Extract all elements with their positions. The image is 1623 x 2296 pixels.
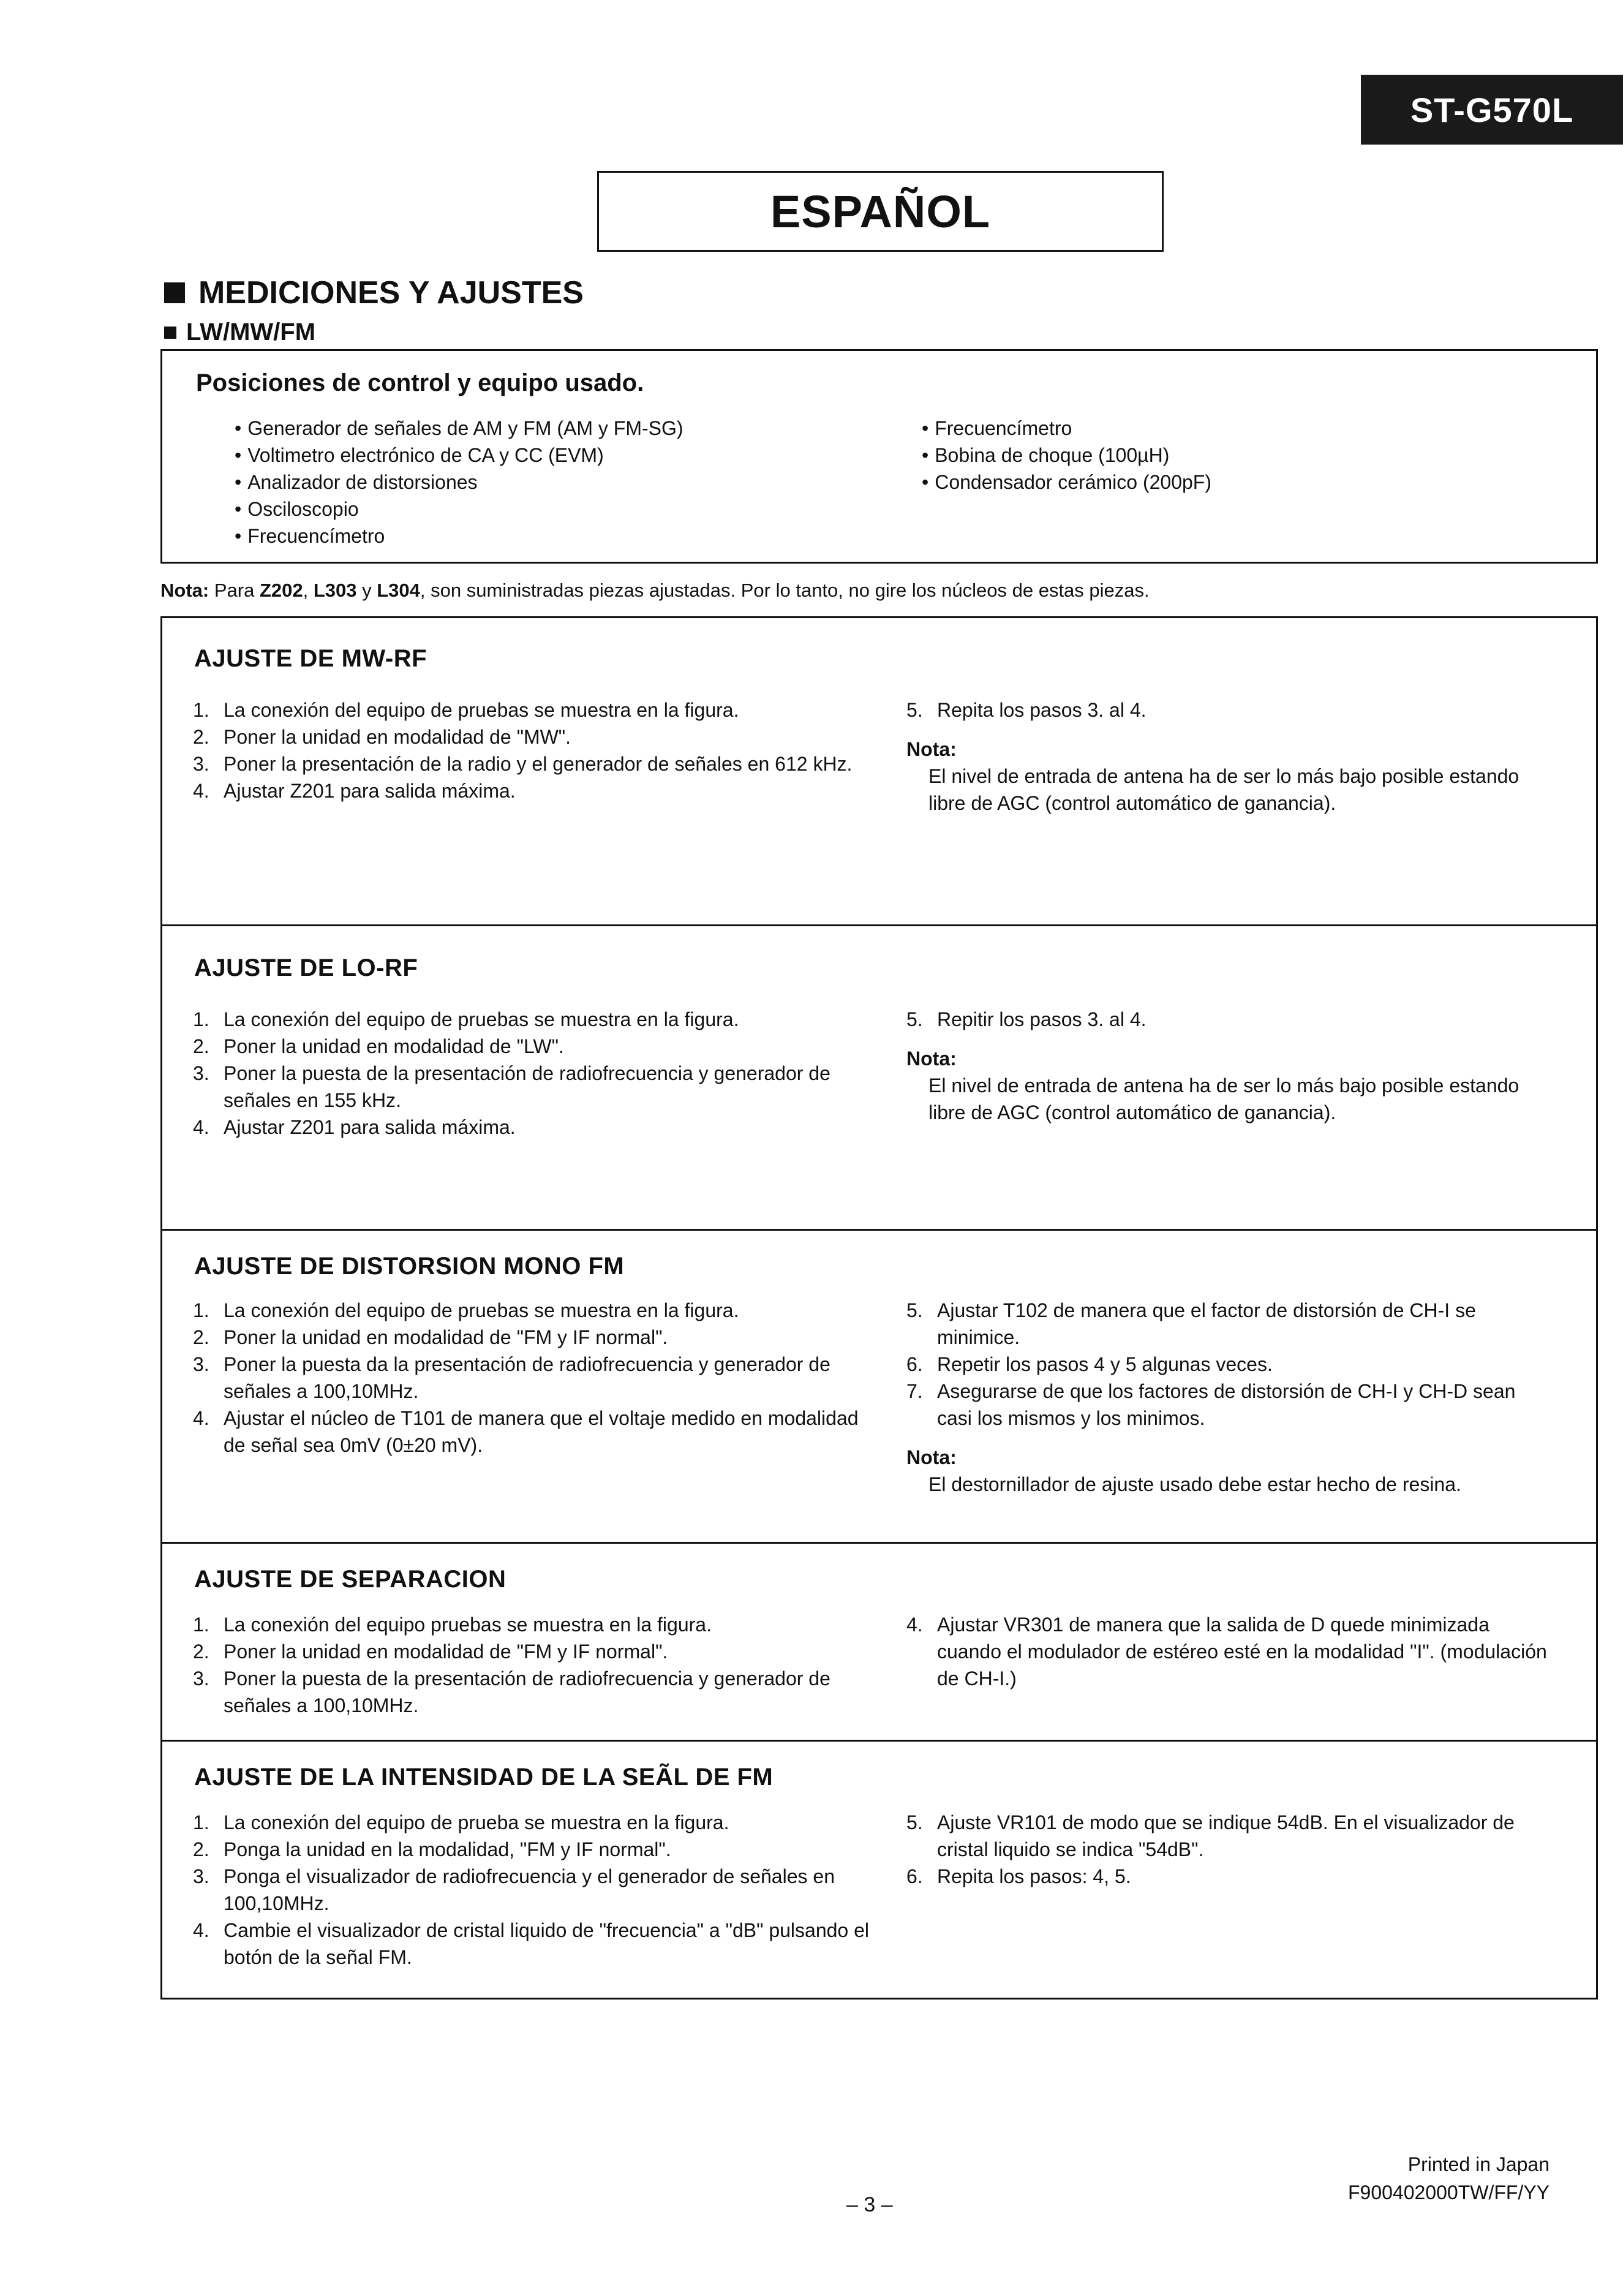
note-block xyxy=(906,1045,1556,1126)
step-item xyxy=(193,1638,873,1665)
general-note-text: , son suministradas piezas ajustadas. Por lo tanto, no gire los núcleos de estas piezas. xyxy=(420,580,1150,601)
separacion-steps-right xyxy=(906,1611,1556,1692)
step-number: 1. xyxy=(193,1614,209,1636)
part-z202: Z202 xyxy=(259,580,303,601)
step-item xyxy=(193,1324,873,1351)
part-l303: L303 xyxy=(313,580,357,601)
step-text: Repita los pasos: 4, 5. xyxy=(937,1865,1131,1887)
equipment-list-right xyxy=(922,415,1211,496)
bullet-square-icon xyxy=(164,282,185,303)
equipment-list-left xyxy=(235,415,683,549)
lo-rf-steps-left xyxy=(193,1006,873,1141)
step-item xyxy=(906,1378,1556,1432)
document-code: F900402000TW/FF/YY xyxy=(1347,2181,1550,2203)
equipment-item: • Analizador de distorsiones xyxy=(235,469,683,496)
step-item xyxy=(906,697,1556,723)
intensidad-box xyxy=(160,1740,1598,2000)
step-number: 4. xyxy=(193,1407,209,1429)
note-text: El destornillador de ajuste usado debe estar hecho de resina. xyxy=(928,1473,1461,1495)
step-text: La conexión del equipo pruebas se muestra en la figura. xyxy=(224,1614,712,1636)
step-number: 3. xyxy=(193,753,209,775)
step-item xyxy=(193,1405,873,1459)
step-text: Ajustar VR301 de manera que la salida de D quede minimizada cuando el modulador de estéreo esté en la modalidad "I". (modulación de CH-I.) xyxy=(937,1614,1547,1690)
note-label: Nota: xyxy=(906,1048,957,1070)
mono-fm-steps-left xyxy=(193,1297,873,1459)
step-text: Poner la unidad en modalidad de "LW". xyxy=(224,1035,564,1057)
step-item xyxy=(193,1863,873,1917)
note-label: Nota: xyxy=(906,738,957,760)
printed-label: Printed in Japan xyxy=(1407,2153,1550,2175)
bullet-square-icon xyxy=(164,327,176,339)
step-number: 7. xyxy=(906,1380,923,1402)
note-block xyxy=(906,736,1556,817)
step-text: La conexión del equipo de pruebas se muestra en la figura. xyxy=(224,1299,739,1321)
equipment-item: • Osciloscopio xyxy=(235,496,683,523)
step-text: Asegurarse de que los factores de distorsión de CH-I y CH-D sean casi los mismos y los minimos. xyxy=(937,1380,1516,1429)
step-item xyxy=(906,1351,1556,1378)
note-block xyxy=(906,1444,1556,1498)
step-number: 2. xyxy=(193,726,209,748)
step-number: 1. xyxy=(193,699,209,721)
step-text: Ponga el visualizador de radiofrecuencia y el generador de señales en 100,10MHz. xyxy=(224,1865,835,1914)
step-number: 5. xyxy=(906,1008,923,1030)
equipment-item: • Frecuencímetro xyxy=(235,523,683,549)
step-number: 5. xyxy=(906,1811,923,1833)
equipment-item: • Generador de señales de AM y FM (AM y FM-SG) xyxy=(235,415,683,442)
part-l304: L304 xyxy=(377,580,420,601)
note-text: El nivel de entrada de antena ha de ser lo más bajo posible estando libre de AGC (control automático de ganancia). xyxy=(928,765,1519,814)
mono-fm-title: AJUSTE DE DISTORSION MONO FM xyxy=(194,1253,625,1280)
step-text: La conexión del equipo de pruebas se muestra en la figura. xyxy=(224,1008,739,1030)
equipment-title: Posiciones de control y equipo usado. xyxy=(196,369,644,396)
mw-rf-steps-right xyxy=(906,697,1556,817)
equipment-item: • Voltimetro electrónico de CA y CC (EVM) xyxy=(235,442,683,469)
step-item xyxy=(193,1665,873,1719)
section-title xyxy=(164,274,584,311)
step-item xyxy=(193,1060,873,1114)
step-number: 5. xyxy=(906,699,923,721)
intensidad-steps-left xyxy=(193,1809,873,1971)
step-item xyxy=(906,1611,1556,1692)
separacion-title: AJUSTE DE SEPARACION xyxy=(194,1566,506,1593)
mono-fm-box xyxy=(160,1229,1598,1544)
lo-rf-title: AJUSTE DE LO-RF xyxy=(194,954,418,981)
intensidad-steps-right xyxy=(906,1809,1556,1890)
step-text: Poner la unidad en modalidad de "FM y IF normal". xyxy=(224,1641,668,1663)
step-text: Poner la unidad en modalidad de "FM y IF normal". xyxy=(224,1326,668,1348)
step-number: 2. xyxy=(193,1326,209,1348)
lo-rf-box xyxy=(160,924,1598,1231)
general-note-text: Para xyxy=(209,580,260,601)
step-item xyxy=(193,1297,873,1324)
step-item xyxy=(193,1809,873,1836)
step-number: 3. xyxy=(193,1353,209,1375)
model-badge: ST-G570L xyxy=(1361,75,1623,145)
step-number: 3. xyxy=(193,1865,209,1887)
general-note-label: Nota: xyxy=(160,580,209,601)
step-text: Poner la unidad en modalidad de "MW". xyxy=(224,726,571,748)
lo-rf-steps-right xyxy=(906,1006,1556,1126)
step-text: Poner la puesta de la presentación de radiofrecuencia y generador de señales en 155 kHz. xyxy=(224,1062,830,1111)
step-text: Repitir los pasos 3. al 4. xyxy=(937,1008,1147,1030)
step-item xyxy=(906,1297,1556,1351)
step-item xyxy=(193,1114,873,1141)
step-number: 1. xyxy=(193,1811,209,1833)
general-note xyxy=(160,580,1150,602)
note-text: El nivel de entrada de antena ha de ser lo más bajo posible estando libre de AGC (control automático de ganancia). xyxy=(928,1074,1519,1123)
equipment-item: • Condensador cerámico (200pF) xyxy=(922,469,1211,496)
step-number: 2. xyxy=(193,1641,209,1663)
step-text: Poner la puesta da la presentación de radiofrecuencia y generador de señales a 100,10MHz. xyxy=(224,1353,830,1402)
page-number: – 3 – xyxy=(846,2193,893,2216)
step-number: 1. xyxy=(193,1008,209,1030)
step-text: Poner la puesta de la presentación de radiofrecuencia y generador de señales a 100,10MHz. xyxy=(224,1667,830,1716)
step-item xyxy=(193,1917,873,1971)
step-number: 2. xyxy=(193,1035,209,1057)
step-item xyxy=(906,1863,1556,1890)
step-number: 1. xyxy=(193,1299,209,1321)
separacion-steps-left xyxy=(193,1611,873,1719)
step-number: 4. xyxy=(906,1614,923,1636)
step-text: Ajuste VR101 de modo que se indique 54dB. En el visualizador de cristal liquido se indica "54dB". xyxy=(937,1811,1515,1860)
step-number: 2. xyxy=(193,1838,209,1860)
step-text: Poner la presentación de la radio y el generador de señales en 612 kHz. xyxy=(224,753,853,775)
step-text: Ponga la unidad en la modalidad, "FM y IF normal". xyxy=(224,1838,671,1860)
step-item xyxy=(193,1836,873,1863)
step-item xyxy=(193,1611,873,1638)
step-number: 4. xyxy=(193,1116,209,1138)
mw-rf-steps-left xyxy=(193,697,873,804)
equipment-item: • Bobina de choque (100µH) xyxy=(922,442,1211,469)
separacion-box xyxy=(160,1542,1598,1742)
step-item xyxy=(193,1033,873,1060)
step-number: 5. xyxy=(906,1299,923,1321)
step-text: La conexión del equipo de pruebas se muestra en la figura. xyxy=(224,699,739,721)
step-item xyxy=(906,1809,1556,1863)
step-item xyxy=(906,1006,1556,1033)
equipment-box xyxy=(160,349,1598,564)
language-title: ESPAÑOL xyxy=(597,171,1164,252)
section-title-text: MEDICIONES Y AJUSTES xyxy=(198,275,584,311)
step-item xyxy=(193,1006,873,1033)
section-subtitle-text: LW/MW/FM xyxy=(186,319,316,346)
step-item xyxy=(193,1351,873,1405)
step-number: 6. xyxy=(906,1353,923,1375)
note-label: Nota: xyxy=(906,1446,957,1468)
step-number: 6. xyxy=(906,1865,923,1887)
step-text: Ajustar Z201 para salida máxima. xyxy=(224,780,516,802)
equipment-item: • Frecuencímetro xyxy=(922,415,1211,442)
intensidad-title: AJUSTE DE LA INTENSIDAD DE LA SEÃL DE FM xyxy=(194,1764,774,1791)
step-text: Repita los pasos 3. al 4. xyxy=(937,699,1147,721)
step-text: Ajustar T102 de manera que el factor de distorsión de CH-I se minimice. xyxy=(937,1299,1476,1348)
section-subtitle xyxy=(164,319,315,346)
step-text: Cambie el visualizador de cristal liquido de "frecuencia" a "dB" pulsando el botón de la señal FM. xyxy=(224,1919,870,1968)
general-note-text: , xyxy=(303,580,314,601)
mw-rf-title: AJUSTE DE MW-RF xyxy=(194,645,427,672)
step-text: La conexión del equipo de prueba se muestra en la figura. xyxy=(224,1811,729,1833)
step-text: Repetir los pasos 4 y 5 algunas veces. xyxy=(937,1353,1273,1375)
step-item xyxy=(193,777,873,804)
step-text: Ajustar el núcleo de T101 de manera que el voltaje medido en modalidad de señal sea 0mV (0±20 mV). xyxy=(224,1407,859,1456)
step-number: 3. xyxy=(193,1667,209,1690)
general-note-text: y xyxy=(356,580,377,601)
mw-rf-box xyxy=(160,616,1598,926)
step-number: 4. xyxy=(193,1919,209,1941)
step-item xyxy=(193,750,873,777)
step-number: 3. xyxy=(193,1062,209,1084)
step-item xyxy=(193,697,873,723)
step-item xyxy=(193,723,873,750)
footer-print-info xyxy=(1347,2150,1550,2207)
mono-fm-steps-right xyxy=(906,1297,1556,1498)
step-number: 4. xyxy=(193,780,209,802)
step-text: Ajustar Z201 para salida máxima. xyxy=(224,1116,516,1138)
